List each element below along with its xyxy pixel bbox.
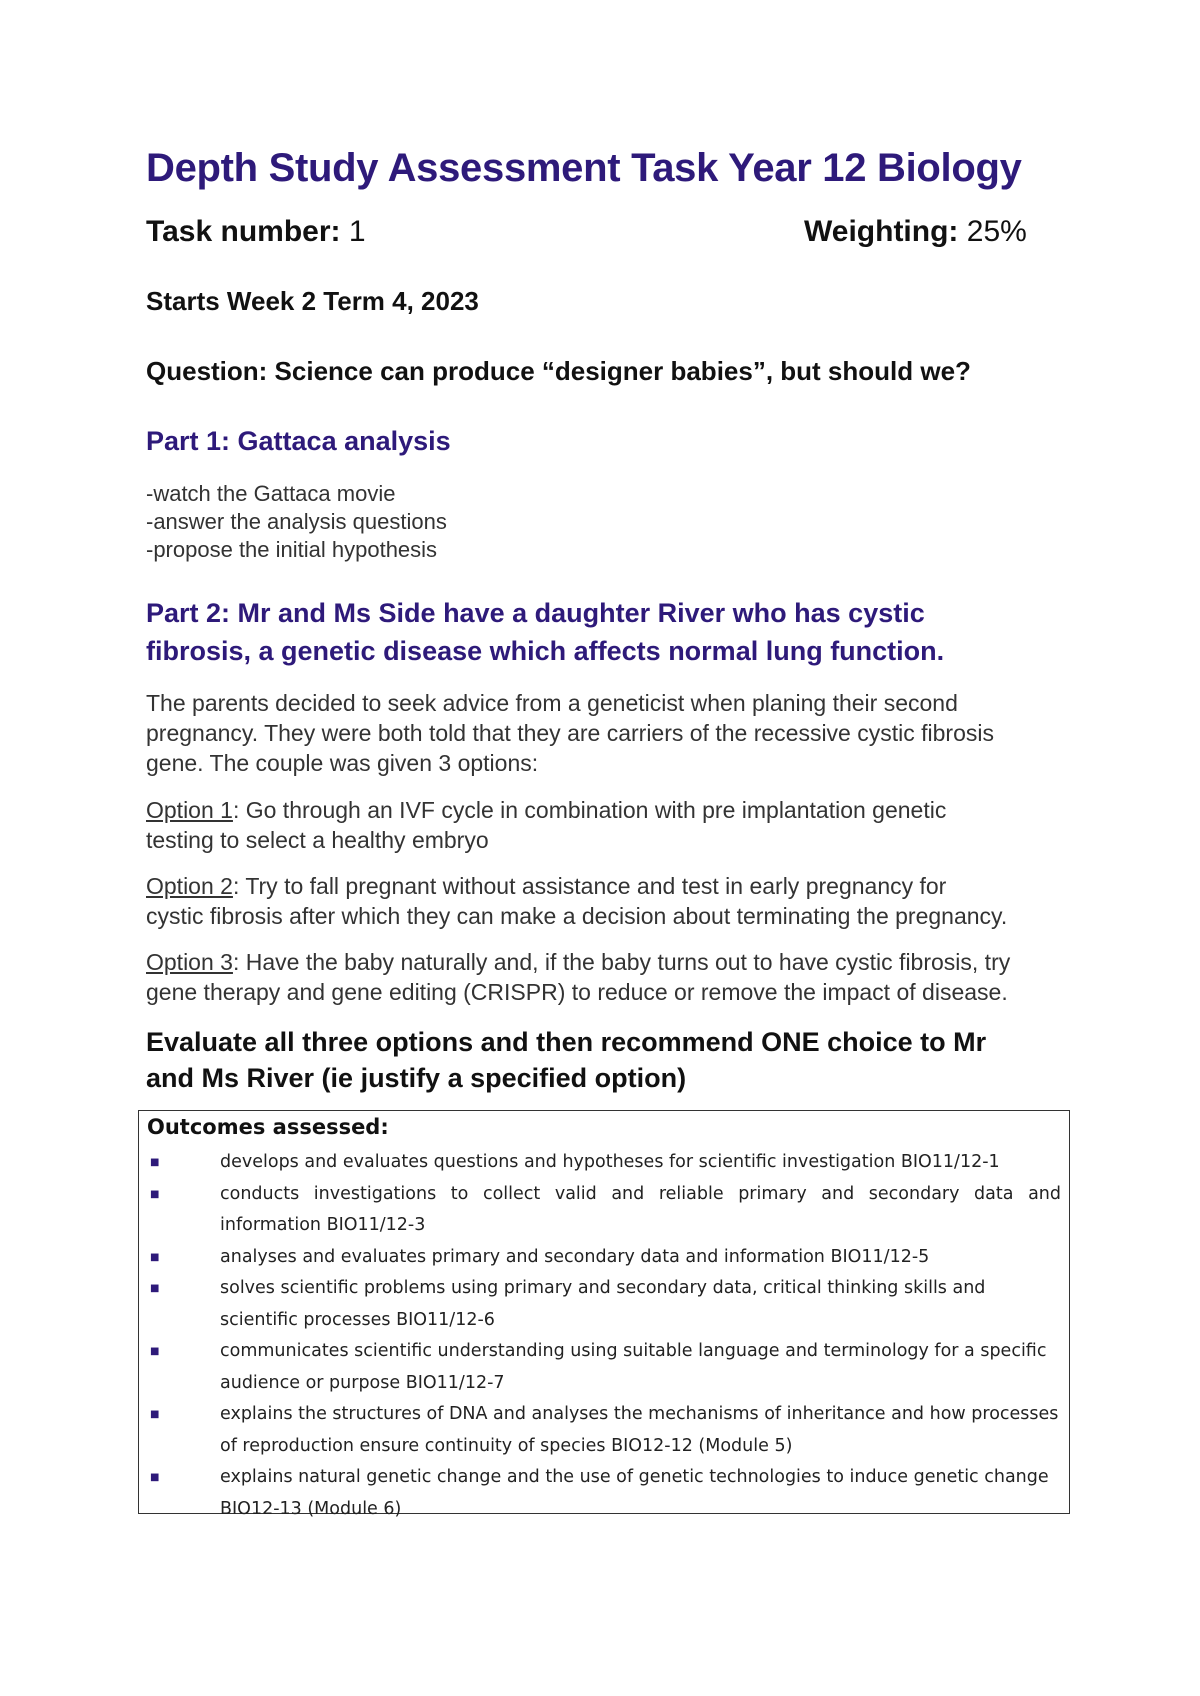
outcome-line: explains the structures of DNA and analyses the mechanisms of inheritance and how processes (220, 1404, 1059, 1424)
square-bullet-icon: ■ (150, 1409, 160, 1420)
part2-heading-line: fibrosis, a genetic disease which affects normal lung function. (146, 636, 945, 666)
paragraph-line: testing to select a healthy embryo (146, 827, 489, 853)
task-number (146, 215, 366, 248)
paragraph-line (146, 795, 1066, 825)
paragraph-line: gene. The couple was given 3 options: (146, 750, 539, 776)
part1-heading: Part 1: Gattaca analysis (146, 426, 451, 456)
part1-task-item: -propose the initial hypothesis (146, 537, 438, 562)
square-bullet-icon: ■ (150, 1346, 160, 1357)
start-date: Starts Week 2 Term 4, 2023 (146, 286, 479, 316)
outcome-line: audience or purpose BIO11/12-7 (220, 1372, 505, 1393)
option-3-paragraph (146, 947, 1066, 1007)
outcome-line: communicates scientific understanding using suitable language and terminology for a specific (220, 1341, 1047, 1361)
square-bullet-icon: ■ (150, 1251, 160, 1263)
part2-intro-paragraph (146, 688, 1066, 778)
part1-task-item: -watch the Gattaca movie (146, 481, 396, 506)
evaluate-line: Evaluate all three options and then recommend ONE choice to Mr (146, 1027, 987, 1057)
square-bullet-icon: ■ (150, 1283, 160, 1294)
option-2-text: : Try to fall pregnant without assistance and test in early pregnancy for (232, 873, 947, 899)
paragraph-line (146, 947, 1066, 977)
task-weighting-label: Weighting: (804, 215, 959, 248)
outcome-item (147, 1242, 1061, 1274)
task-number-label: Task number: (146, 215, 341, 248)
outcome-line: information BIO11/12-3 (220, 1215, 426, 1235)
outcome-item (147, 1179, 1061, 1242)
outcome-line: solves scientific problems using primary and secondary data, critical thinking skills and (220, 1278, 986, 1298)
outcome-line: explains natural genetic change and the use of genetic technologies to induce genetic change (220, 1467, 1049, 1487)
evaluate-line: and Ms River (ie justify a specified option) (146, 1063, 687, 1093)
option-2-paragraph (146, 871, 1066, 931)
outcomes-title: Outcomes assessed: (147, 1115, 389, 1139)
document-title: Depth Study Assessment Task Year 12 Biology (146, 146, 1022, 190)
task-weighting (804, 215, 1027, 249)
option-2-label: Option 2 (146, 873, 233, 899)
paragraph-line: The parents decided to seek advice from a geneticist when planing their second (146, 690, 958, 716)
outcome-line: of reproduction ensure continuity of species BIO12-12 (Module 5) (220, 1435, 793, 1456)
outcome-line: analyses and evaluates primary and secondary data and information BIO11/12-5 (220, 1246, 930, 1267)
outcome-item (147, 1147, 1061, 1179)
outcome-item (147, 1273, 1061, 1336)
option-1-text: : Go through an IVF cycle in combination with pre implantation genetic (232, 797, 947, 823)
outcome-line: conducts investigations to collect valid and reliable primary and secondary data and (220, 1183, 1061, 1204)
square-bullet-icon: ■ (150, 1188, 160, 1200)
part2-heading (146, 594, 1046, 670)
outcomes-list (147, 1147, 1061, 1525)
option-1-label: Option 1 (146, 797, 233, 823)
paragraph-line (146, 871, 1066, 901)
outcome-line: BIO12-13 (Module 6) (220, 1498, 402, 1519)
part1-task-list (146, 480, 447, 564)
task-number-value: 1 (340, 215, 366, 248)
outcome-item (147, 1462, 1061, 1525)
outcome-item (147, 1336, 1061, 1399)
main-question: Question: Science can produce “designer babies”, but should we? (146, 356, 971, 386)
task-info-row (146, 215, 1046, 249)
paragraph-line: gene therapy and gene editing (CRISPR) to reduce or remove the impact of disease. (146, 979, 1008, 1005)
outcome-item (147, 1399, 1061, 1462)
paragraph-line: cystic fibrosis after which they can make a decision about terminating the pregnancy. (146, 903, 1008, 929)
outcome-line: develops and evaluates questions and hypotheses for scientific investigation BIO11/12-1 (220, 1152, 1000, 1172)
evaluate-instruction (146, 1024, 986, 1096)
task-weighting-value: 25% (958, 215, 1027, 248)
part2-heading-line: Part 2: Mr and Ms Side have a daughter River who has cystic (146, 598, 925, 628)
square-bullet-icon: ■ (150, 1157, 160, 1168)
paragraph-line: pregnancy. They were both told that they are carriers of the recessive cystic fibrosis (146, 720, 994, 746)
square-bullet-icon: ■ (150, 1472, 160, 1483)
outcomes-table (138, 1110, 1070, 1519)
part1-task-item: -answer the analysis questions (146, 509, 447, 534)
outcome-line: scientific processes BIO11/12-6 (220, 1309, 495, 1330)
option-3-label: Option 3 (146, 949, 233, 975)
option-1-paragraph (146, 795, 1066, 855)
option-3-text: : Have the baby naturally and, if the baby turns out to have cystic fibrosis, try (232, 949, 1011, 975)
